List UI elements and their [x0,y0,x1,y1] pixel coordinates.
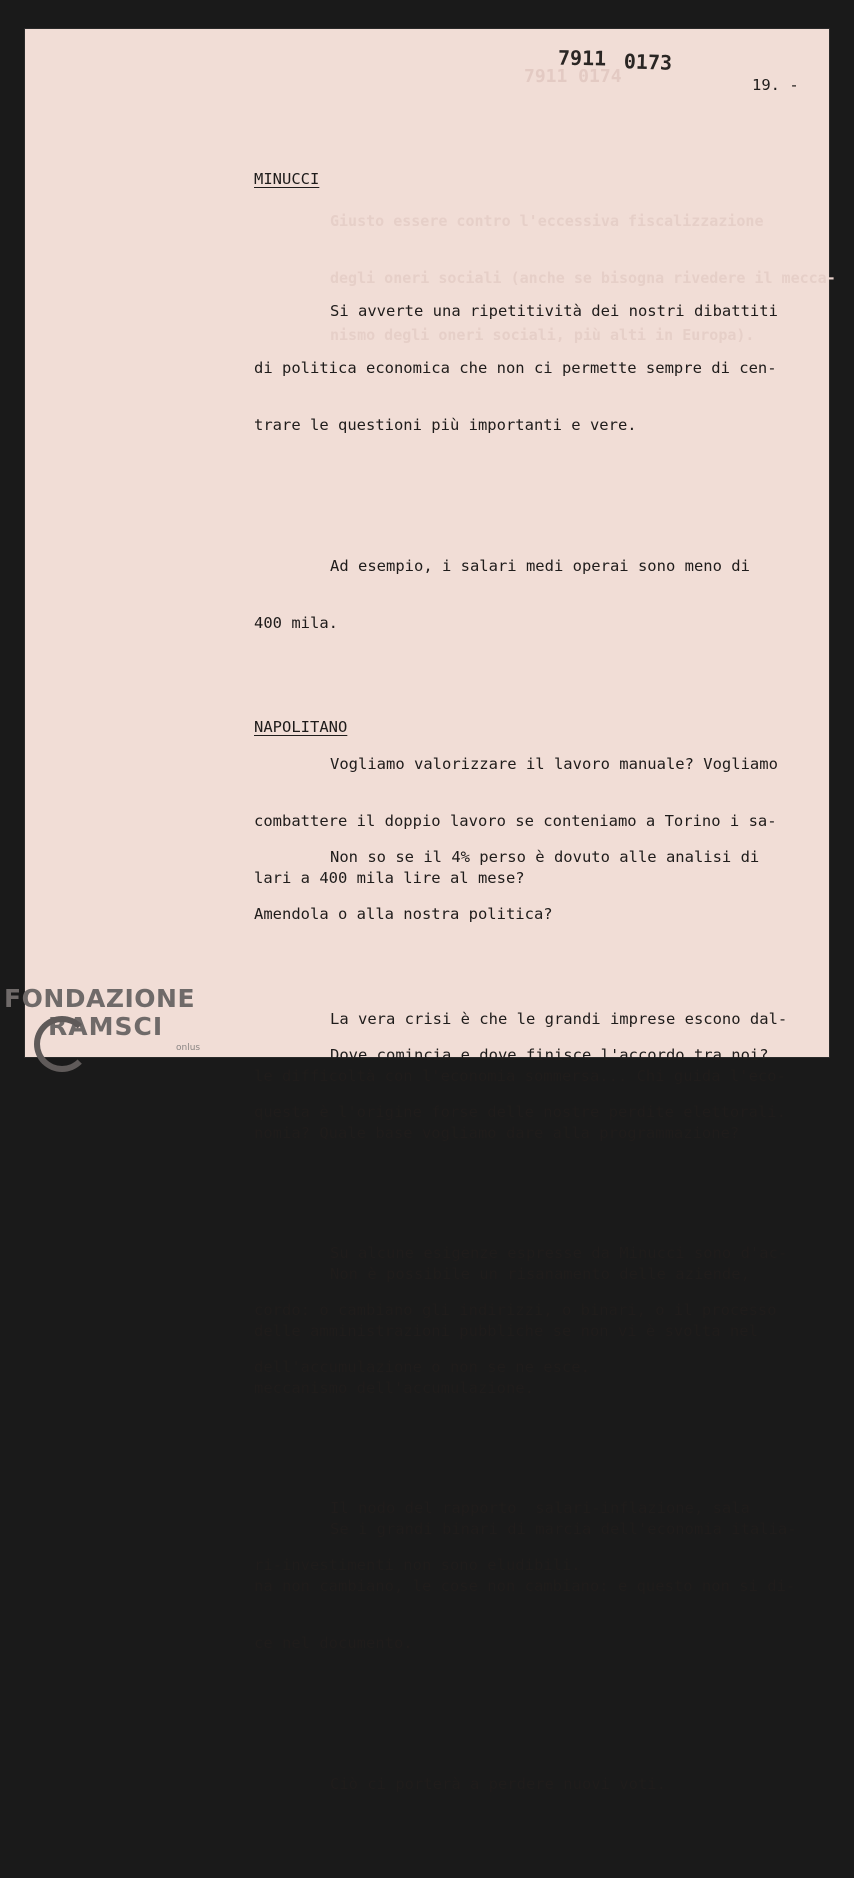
text-line: La vera crisi è che le grandi imprese escono dal- [330,1010,788,1028]
text-line: meccanismo dell'accumulazione. [254,1379,534,1397]
paragraph [254,1461,787,1613]
show-through-stamp: 7911 0174 [524,66,622,87]
text-line: nomia? Quale base vogliamo dare alla programmazione? [254,1124,740,1142]
text-line: Ciò ci porterà a perdere nuovi voti. [330,1775,666,1793]
watermark-line-1: FONDAZIONE [4,984,196,1013]
text-line: Ad esempio, i salari medi operai sono meno di [330,557,750,575]
speaker-heading-napolitano: NAPOLITANO [254,718,348,736]
text-line: Il nodo del rapporto salari-inflazione, sala [330,1499,750,1517]
text-line: Non so se il 4% perso è dovuto alle analisi di [330,848,760,866]
text-line: lari a 400 mila lire al mese? [254,869,525,887]
paragraph [254,810,787,962]
text-line: delle amministrazioni pubbliche se non vi è svolta nel [254,1322,758,1340]
paragraph [254,1737,797,1832]
stamp-number-first: 7911 [557,45,607,71]
text-line: Dove comincia e dove finisce l'accordo tra noi? [330,1046,769,1064]
paragraph [254,1206,787,1415]
text-line: ri-investimenti non sono eludibili. [254,1556,581,1574]
text-line: Vogliamo valorizzare il lavoro manuale? Vogliamo [330,755,778,773]
text-line: 400 mila. [254,614,338,632]
archive-stamp [557,45,673,75]
text-line: combattere il doppio lavoro se conteniamo a Torino i sa- [254,812,777,830]
napolitano-speech [254,772,787,1659]
text-line: Non è possibile un risanamento delle aziende, [330,1265,750,1283]
text-line: trare le questioni più importanti e vere. [254,416,637,434]
text-line: Su alcune esigenze espresse da Minucci sono d'ac- [330,1244,788,1262]
document-page [24,28,836,1793]
text-line: ce nel documento. [254,1634,413,1652]
paragraph [254,1008,787,1160]
paragraph [254,264,797,473]
show-through-line: nismo degli oneri sociali, più alti in Europa). [330,326,755,344]
watermark-line-3: onlus [176,1043,201,1053]
speaker-heading-minucci: MINUCCI [254,170,320,188]
text-line: le difficoltà con l'economia sommersa... Chi guida l'eco- [254,1067,786,1085]
paragraph [254,519,797,671]
text-line: Amendola o alla nostra politica? [254,905,553,923]
stamp-number-second: 0173 [623,49,673,75]
show-through-line: Giusto essere contro l'eccessiva fiscalizzazione [330,212,764,230]
text-line: di politica economica che non ci permette sempre di cen- [254,359,777,377]
text-line: questa è l'origine forse delle nostre perdite elettorali. [254,1103,786,1121]
text-line: dell'accumulazione o non se ne esce. [254,1358,590,1376]
fondazione-gramsci-watermark [4,984,201,1053]
text-line: cordo: o cambiano gli indirizzi, o binari, o il processo [254,1301,777,1319]
page-number: 19. - [752,76,799,94]
g-logo-icon [34,1016,90,1072]
text-line: na non cambiano, le cose non cambiano: e questo non si di- [254,1577,796,1595]
text-line: Si avverte una ripetitività dei nostri dibattiti [330,302,778,320]
show-through-line: degli oneri sociali (anche se bisogna rivedere il mecca- [330,269,836,287]
watermark-line-2: RAMSCI [48,1012,164,1041]
text-line: Se i grandi binari di marcia dell'economia italia- [330,1520,797,1538]
